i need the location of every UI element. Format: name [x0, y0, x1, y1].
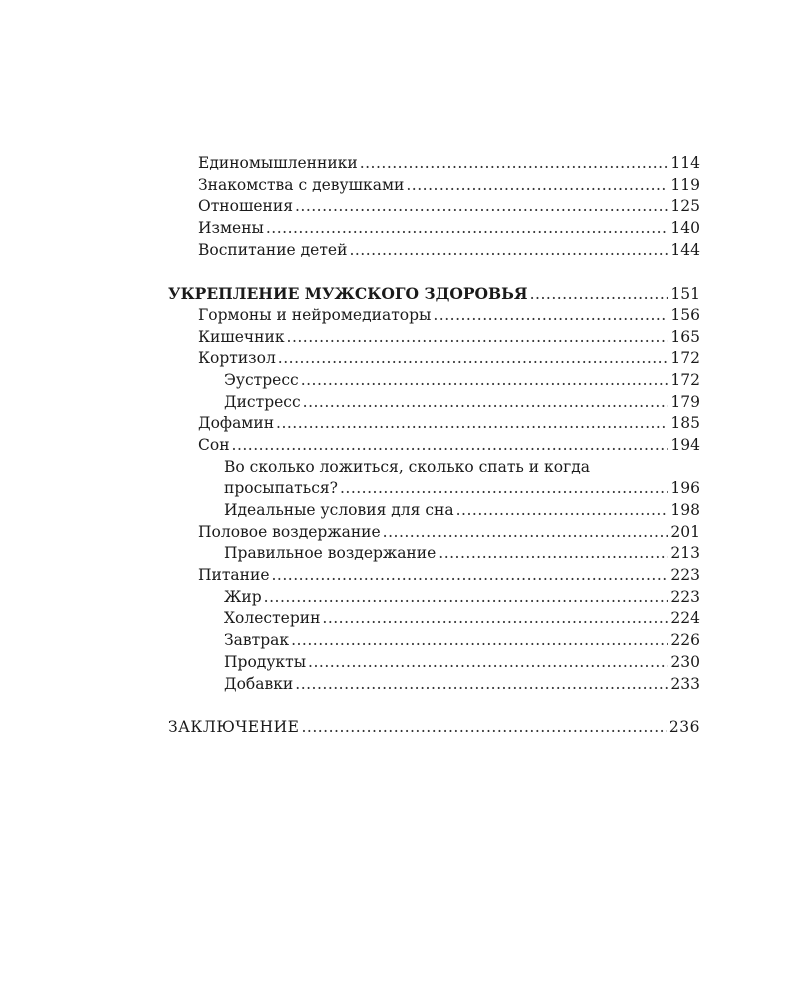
- toc-page-number: 144: [670, 240, 700, 259]
- toc-entry[interactable]: [168, 305, 700, 327]
- dot-leader: [360, 153, 669, 175]
- toc-subentry[interactable]: [168, 652, 700, 674]
- toc-entry-title: Знакомства с девушками: [198, 175, 405, 194]
- toc-entry-title: Воспитание детей: [198, 240, 348, 259]
- toc-entry-title: Эустресс: [224, 370, 299, 389]
- toc-page-number: 179: [670, 392, 700, 411]
- toc-entry-title: Дофамин: [198, 414, 275, 433]
- toc-entry-title: Жир: [224, 587, 262, 606]
- dot-leader: [276, 413, 668, 435]
- toc-entry-title: Завтрак: [224, 631, 290, 650]
- toc-subentry[interactable]: [168, 370, 700, 392]
- toc-entry-title: Добавки: [224, 674, 294, 693]
- toc-entry-title: Дистресс: [224, 392, 301, 411]
- toc-page-number: 172: [670, 349, 700, 368]
- toc-page-number: 194: [670, 435, 700, 454]
- toc-page-number: 213: [670, 544, 700, 563]
- toc-page-number: 223: [670, 587, 700, 606]
- toc-subentry-first-line[interactable]: Во сколько ложиться, сколько спать и когда: [224, 457, 590, 476]
- toc-entry[interactable]: [168, 240, 700, 262]
- toc-subentry[interactable]: [168, 630, 700, 652]
- dot-leader: [272, 565, 669, 587]
- toc-page-number: 198: [670, 501, 700, 519]
- dot-leader: [295, 196, 668, 218]
- toc-section-heading[interactable]: [168, 717, 700, 739]
- toc-page-number: 236: [668, 717, 700, 736]
- dot-leader: [322, 608, 668, 630]
- toc-page-number: 172: [670, 370, 700, 389]
- toc-page-number: 119: [670, 175, 700, 194]
- toc-page-number: 223: [670, 566, 700, 585]
- toc-subentry[interactable]: [168, 587, 700, 609]
- dot-leader: [383, 522, 669, 544]
- dot-leader: [232, 435, 669, 457]
- dot-leader: [456, 500, 669, 522]
- dot-leader: [530, 284, 669, 306]
- toc-entry[interactable]: [168, 522, 700, 544]
- dot-leader: [303, 392, 669, 414]
- dot-leader: [278, 348, 669, 370]
- toc-entry-title: Отношения: [198, 197, 293, 216]
- dot-leader: [438, 543, 668, 565]
- toc-page-number: 185: [670, 414, 700, 433]
- dot-leader: [349, 240, 668, 262]
- dot-leader: [291, 630, 668, 652]
- dot-leader: [301, 717, 666, 739]
- toc-entry[interactable]: [168, 153, 700, 175]
- dot-leader: [433, 305, 668, 327]
- toc-subentry[interactable]: [168, 392, 700, 414]
- toc-page-number: 196: [670, 479, 700, 498]
- toc-page-number: 165: [670, 327, 700, 346]
- toc-subentry[interactable]: [168, 608, 700, 630]
- toc-entry[interactable]: [168, 218, 700, 240]
- toc-entry[interactable]: [168, 196, 700, 218]
- toc-page-number: 224: [670, 609, 700, 628]
- toc-entry[interactable]: [168, 348, 700, 370]
- toc-subentry[interactable]: [168, 543, 700, 565]
- toc-page-number: 201: [670, 522, 700, 541]
- toc-section-title: УКРЕПЛЕНИЕ МУЖСКОГО ЗДОРОВЬЯ: [168, 284, 528, 304]
- toc-subentry[interactable]: [168, 478, 700, 500]
- dot-leader: [406, 175, 668, 197]
- toc-entry-title: Измены: [198, 219, 264, 238]
- dot-leader: [287, 327, 669, 349]
- toc-entry-title: Правильное воздержание: [224, 544, 437, 563]
- toc-entry-title: Кортизол: [198, 349, 276, 368]
- toc-page-number: 114: [670, 154, 700, 172]
- toc-entry-title: Питание: [198, 566, 270, 585]
- toc-page-number: 226: [670, 631, 700, 650]
- dot-leader: [340, 478, 668, 500]
- toc-entry[interactable]: [168, 413, 700, 435]
- toc-entry-title: Продукты: [224, 652, 307, 671]
- dot-leader: [295, 674, 668, 696]
- toc-section-heading[interactable]: [168, 283, 700, 305]
- dot-leader: [264, 587, 669, 609]
- dot-leader: [301, 370, 669, 392]
- toc-entry[interactable]: [168, 435, 700, 457]
- toc-entry-title: Единомышленники: [198, 154, 358, 172]
- toc-entry-title: просыпаться?: [224, 479, 338, 498]
- toc-entry-title: Сон: [198, 435, 230, 454]
- toc-page-number: 230: [670, 652, 700, 671]
- toc-page-number: 151: [670, 285, 700, 304]
- toc-subentry[interactable]: [168, 674, 700, 696]
- toc-page-number: 125: [670, 197, 700, 216]
- toc-entry[interactable]: [168, 327, 700, 349]
- toc-page-number: 156: [670, 305, 700, 324]
- dot-leader: [266, 218, 669, 240]
- toc-page-number: 233: [670, 674, 700, 693]
- toc-entry-title: Холестерин: [224, 609, 321, 628]
- table-of-contents: [168, 153, 700, 739]
- toc-page-number: 140: [670, 219, 700, 238]
- toc-section-title: ЗАКЛЮЧЕНИЕ: [168, 717, 300, 736]
- toc-entry-title: Половое воздержание: [198, 522, 381, 541]
- toc-subentry[interactable]: [168, 500, 700, 522]
- toc-entry-title: Идеальные условия для сна: [224, 501, 454, 519]
- toc-entry[interactable]: [168, 565, 700, 587]
- toc-entry-title: Гормоны и нейромедиаторы: [198, 305, 432, 324]
- toc-entry-title: Кишечник: [198, 327, 285, 346]
- dot-leader: [308, 652, 668, 674]
- toc-entry[interactable]: [168, 175, 700, 197]
